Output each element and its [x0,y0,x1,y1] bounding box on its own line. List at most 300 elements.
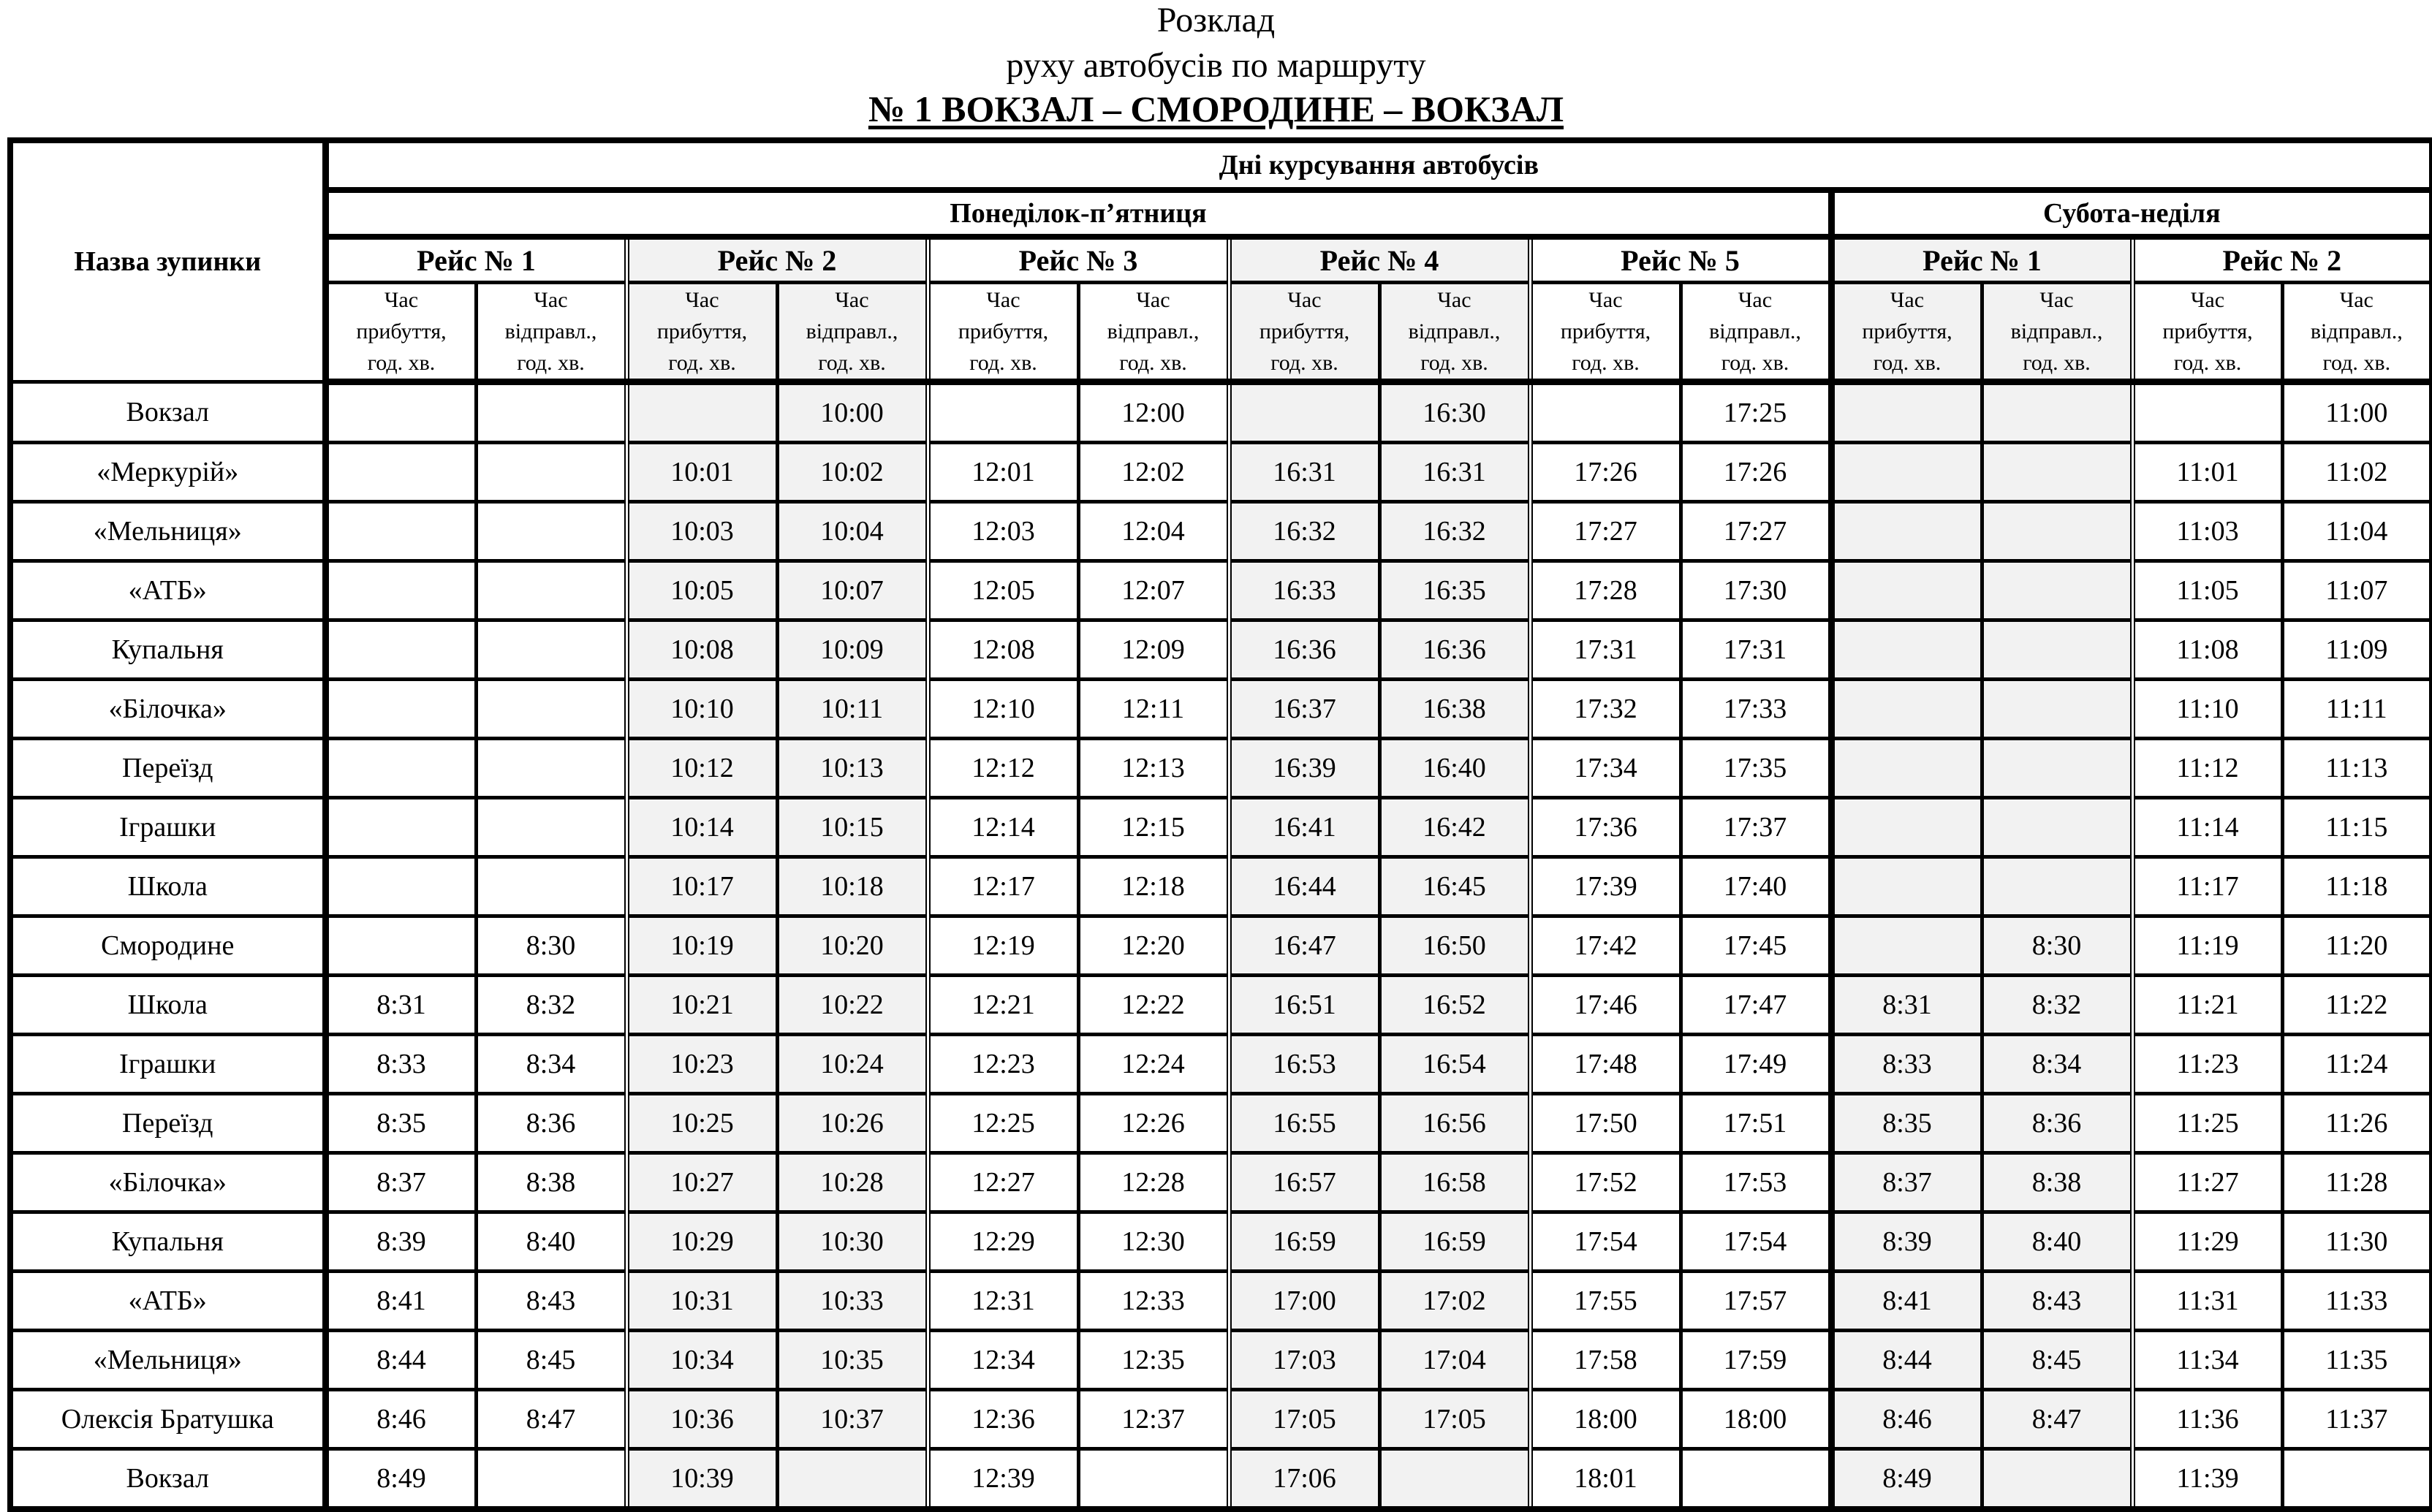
arrival-time-cell: 17:06 [1229,1449,1379,1510]
trip-header: Рейс № 3 [928,237,1229,283]
arrival-time-cell: 10:14 [626,798,777,857]
arrival-time-cell: 8:39 [325,1212,476,1272]
departure-time-cell: 16:52 [1379,976,1530,1035]
departure-time-cell: 8:32 [476,976,626,1035]
arrival-time-cell [1831,620,1982,680]
departure-time-cell: 16:32 [1379,502,1530,561]
departure-time-cell: 16:42 [1379,798,1530,857]
departure-time-cell [1982,739,2132,798]
arrival-header-line: год. хв. [1572,351,1640,375]
stop-name: Іграшки [10,798,325,857]
stop-name: Купальня [10,1212,325,1272]
departure-time-cell: 10:13 [777,739,928,798]
arrival-time-cell [1831,561,1982,620]
arrival-time-cell: 8:33 [325,1035,476,1094]
arrival-time-cell: 11:34 [2132,1331,2282,1390]
departure-time-header [1379,283,1530,382]
arrival-time-cell: 12:14 [928,798,1078,857]
stop-name: «Мельниця» [10,1331,325,1390]
departure-time-cell: 12:04 [1078,502,1229,561]
departure-time-cell [476,561,626,620]
departure-time-cell: 8:34 [1982,1035,2132,1094]
trip-header: Рейс № 5 [1530,237,1831,283]
arrival-time-cell: 12:29 [928,1212,1078,1272]
departure-header-line: год. хв. [1119,351,1187,375]
arrival-time-header [626,283,777,382]
stop-name: Переїзд [10,739,325,798]
departure-time-cell: 12:22 [1078,976,1229,1035]
arrival-time-cell: 11:17 [2132,857,2282,916]
departure-time-cell [777,1449,928,1510]
arrival-time-cell [928,382,1078,443]
departure-time-cell: 12:24 [1078,1035,1229,1094]
arrival-time-cell: 17:31 [1530,620,1681,680]
arrival-time-cell [2132,382,2282,443]
arrival-header-line: год. хв. [1873,351,1942,375]
arrival-time-cell: 10:19 [626,916,777,976]
arrival-time-cell: 11:39 [2132,1449,2282,1510]
arrival-time-cell: 17:34 [1530,739,1681,798]
arrival-header-line: Час [986,288,1020,312]
arrival-header-line: Час [1588,288,1623,312]
arrival-time-cell: 12:01 [928,443,1078,502]
departure-time-cell: 8:47 [476,1390,626,1449]
arrival-time-cell [1831,857,1982,916]
departure-time-cell: 16:40 [1379,739,1530,798]
arrival-time-cell: 17:32 [1530,680,1681,739]
departure-time-cell: 8:32 [1982,976,2132,1035]
departure-time-cell [476,739,626,798]
departure-time-cell: 12:09 [1078,620,1229,680]
arrival-time-cell [1831,443,1982,502]
stop-name: Вокзал [10,1449,325,1510]
table-row [10,857,2432,916]
arrival-time-cell: 12:19 [928,916,1078,976]
arrival-header-line: Час [1287,288,1322,312]
arrival-time-cell: 11:25 [2132,1094,2282,1153]
departure-time-cell: 17:02 [1379,1272,1530,1331]
departure-time-cell [1982,502,2132,561]
departure-time-cell: 8:38 [1982,1153,2132,1212]
table-row [10,502,2432,561]
arrival-time-cell [1831,680,1982,739]
departure-time-cell [1982,1449,2132,1510]
departure-header-line: год. хв. [2023,351,2091,375]
arrival-time-cell: 11:36 [2132,1390,2282,1449]
arrival-time-cell: 12:17 [928,857,1078,916]
arrival-time-cell: 8:35 [1831,1094,1982,1153]
arrival-time-cell: 12:39 [928,1449,1078,1510]
departure-time-cell: 11:02 [2282,443,2432,502]
table-row [10,620,2432,680]
arrival-time-cell [325,916,476,976]
arrival-time-header [1831,283,1982,382]
arrival-header-line: Час [2190,288,2225,312]
arrival-time-cell: 17:54 [1530,1212,1681,1272]
departure-time-cell [476,1449,626,1510]
arrival-time-cell: 10:17 [626,857,777,916]
departure-header-line: відправл., [1408,319,1501,343]
arrival-header-line: прибуття, [1862,319,1952,343]
departure-time-cell: 17:59 [1681,1331,1831,1390]
departure-time-cell: 8:43 [476,1272,626,1331]
arrival-time-cell: 12:27 [928,1153,1078,1212]
departure-time-cell: 17:53 [1681,1153,1831,1212]
stop-name: Іграшки [10,1035,325,1094]
departure-time-cell: 12:30 [1078,1212,1229,1272]
departure-time-cell: 12:33 [1078,1272,1229,1331]
departure-time-cell: 8:40 [476,1212,626,1272]
departure-time-cell: 12:37 [1078,1390,1229,1449]
arrival-time-cell: 12:05 [928,561,1078,620]
arrival-time-cell: 16:51 [1229,976,1379,1035]
arrival-time-cell: 17:48 [1530,1035,1681,1094]
arrival-time-cell: 11:14 [2132,798,2282,857]
arrival-time-cell: 16:57 [1229,1153,1379,1212]
departure-time-cell: 17:57 [1681,1272,1831,1331]
departure-time-cell: 10:20 [777,916,928,976]
arrival-time-cell: 17:52 [1530,1153,1681,1212]
departure-time-cell: 8:43 [1982,1272,2132,1331]
arrival-time-cell: 12:36 [928,1390,1078,1449]
departure-time-cell: 12:07 [1078,561,1229,620]
departure-time-cell: 11:13 [2282,739,2432,798]
arrival-time-cell: 11:01 [2132,443,2282,502]
arrival-time-cell: 10:05 [626,561,777,620]
departure-time-cell: 11:35 [2282,1331,2432,1390]
arrival-time-cell: 8:44 [1831,1331,1982,1390]
departure-time-header [1982,283,2132,382]
arrival-header-line: год. хв. [668,351,736,375]
departure-time-cell: 12:20 [1078,916,1229,976]
departure-time-cell: 16:45 [1379,857,1530,916]
departure-header-line: Час [534,288,568,312]
stop-name: Вокзал [10,382,325,443]
departure-time-cell: 11:00 [2282,382,2432,443]
arrival-time-cell: 17:58 [1530,1331,1681,1390]
arrival-time-cell: 8:41 [1831,1272,1982,1331]
trip-header: Рейс № 1 [1831,237,2132,283]
arrival-time-cell: 16:41 [1229,798,1379,857]
arrival-time-cell [1831,916,1982,976]
departure-time-cell: 11:28 [2282,1153,2432,1212]
departure-time-cell: 10:35 [777,1331,928,1390]
stop-name: Переїзд [10,1094,325,1153]
departure-time-cell: 10:11 [777,680,928,739]
arrival-time-cell [626,382,777,443]
arrival-time-cell: 11:31 [2132,1272,2282,1331]
departure-time-header [2282,283,2432,382]
arrival-time-cell: 17:05 [1229,1390,1379,1449]
departure-time-cell: 11:18 [2282,857,2432,916]
table-row [10,976,2432,1035]
departure-header-line: Час [1136,288,1170,312]
departure-time-cell: 17:05 [1379,1390,1530,1449]
arrival-time-cell: 10:39 [626,1449,777,1510]
departure-time-cell: 17:25 [1681,382,1831,443]
departure-time-cell [476,680,626,739]
arrival-time-header [325,283,476,382]
departure-time-cell [476,857,626,916]
arrival-time-cell: 8:39 [1831,1212,1982,1272]
departure-time-cell: 11:09 [2282,620,2432,680]
departure-time-cell: 10:07 [777,561,928,620]
arrival-time-cell: 12:25 [928,1094,1078,1153]
stop-name-header: Назва зупинки [10,140,325,382]
table-row [10,1212,2432,1272]
table-row [10,739,2432,798]
departure-header-line: Час [1437,288,1471,312]
arrival-time-cell [1831,502,1982,561]
arrival-time-cell: 11:27 [2132,1153,2282,1212]
arrival-time-cell: 12:03 [928,502,1078,561]
departure-time-cell [1681,1449,1831,1510]
arrival-time-cell: 16:33 [1229,561,1379,620]
arrival-time-cell: 16:36 [1229,620,1379,680]
table-row [10,1272,2432,1331]
arrival-time-cell: 10:21 [626,976,777,1035]
departure-time-cell: 11:15 [2282,798,2432,857]
arrival-time-cell: 10:10 [626,680,777,739]
arrival-time-cell: 11:10 [2132,680,2282,739]
arrival-time-cell: 12:08 [928,620,1078,680]
departure-time-cell: 16:30 [1379,382,1530,443]
departure-time-cell [476,382,626,443]
arrival-time-cell: 16:59 [1229,1212,1379,1272]
weekend-header: Субота-неділя [1831,190,2432,237]
departure-time-cell: 10:15 [777,798,928,857]
arrival-header-line: прибуття, [1259,319,1350,343]
arrival-time-cell: 11:03 [2132,502,2282,561]
arrival-time-cell: 11:05 [2132,561,2282,620]
departure-header-line: відправл., [806,319,898,343]
departure-time-cell: 10:37 [777,1390,928,1449]
arrival-time-cell: 10:12 [626,739,777,798]
arrival-time-cell: 8:35 [325,1094,476,1153]
arrival-time-cell: 17:00 [1229,1272,1379,1331]
arrival-time-cell [325,502,476,561]
table-row [10,1449,2432,1510]
route-title: № 1 ВОКЗАЛ – СМОРОДИНЕ – ВОКЗАЛ [868,88,1564,129]
arrival-header-line: Час [685,288,719,312]
departure-time-cell: 11:11 [2282,680,2432,739]
table-row [10,798,2432,857]
departure-time-cell: 17:04 [1379,1331,1530,1390]
arrival-time-cell: 17:36 [1530,798,1681,857]
departure-time-header [476,283,626,382]
arrival-time-cell: 16:39 [1229,739,1379,798]
departure-time-cell: 12:35 [1078,1331,1229,1390]
arrival-header-line: прибуття, [356,319,447,343]
departure-time-cell [476,502,626,561]
departure-header-line: Час [2039,288,2074,312]
departure-time-cell: 11:20 [2282,916,2432,976]
arrival-time-cell: 16:37 [1229,680,1379,739]
departure-time-cell: 16:59 [1379,1212,1530,1272]
departure-header-line: Час [835,288,869,312]
arrival-time-cell [1229,382,1379,443]
arrival-time-cell: 17:42 [1530,916,1681,976]
arrival-time-cell: 10:23 [626,1035,777,1094]
arrival-time-cell: 11:08 [2132,620,2282,680]
table-row [10,1153,2432,1212]
trip-header: Рейс № 4 [1229,237,1530,283]
arrival-time-cell: 11:19 [2132,916,2282,976]
departure-header-line: год. хв. [1721,351,1789,375]
departure-time-cell: 12:00 [1078,382,1229,443]
arrival-header-line: прибуття, [656,319,748,343]
arrival-header-line: прибуття, [1560,319,1651,343]
departure-header-line: год. хв. [517,351,585,375]
departure-time-cell: 8:40 [1982,1212,2132,1272]
arrival-time-cell: 12:23 [928,1035,1078,1094]
departure-time-cell: 10:02 [777,443,928,502]
arrival-time-cell: 16:55 [1229,1094,1379,1153]
arrival-time-cell [325,857,476,916]
arrival-header-line: год. хв. [367,351,436,375]
arrival-time-cell: 16:44 [1229,857,1379,916]
arrival-time-cell: 8:41 [325,1272,476,1331]
departure-time-cell: 8:38 [476,1153,626,1212]
arrival-time-cell [1831,798,1982,857]
departure-time-cell: 17:45 [1681,916,1831,976]
arrival-header-line: год. хв. [2173,351,2242,375]
departure-header-line: відправл., [504,319,597,343]
departure-header-line: відправл., [2310,319,2403,343]
arrival-time-cell: 8:44 [325,1331,476,1390]
departure-header-line: відправл., [1709,319,1801,343]
departure-time-cell: 10:18 [777,857,928,916]
departure-time-cell: 17:54 [1681,1212,1831,1272]
departure-time-cell: 17:27 [1681,502,1831,561]
departure-time-cell [1379,1449,1530,1510]
table-row [10,1035,2432,1094]
arrival-time-cell: 17:03 [1229,1331,1379,1390]
departure-time-cell: 10:04 [777,502,928,561]
departure-time-cell [1982,620,2132,680]
departure-time-cell: 8:34 [476,1035,626,1094]
departure-time-cell: 8:30 [1982,916,2132,976]
departure-time-cell: 11:07 [2282,561,2432,620]
arrival-time-cell: 18:01 [1530,1449,1681,1510]
departure-time-cell: 17:33 [1681,680,1831,739]
arrival-time-cell: 8:37 [325,1153,476,1212]
departure-time-cell [1078,1449,1229,1510]
title-line-2: руху автобусів по маршруту [1006,46,1426,85]
arrival-time-cell: 8:46 [325,1390,476,1449]
departure-time-cell: 16:54 [1379,1035,1530,1094]
departure-header-line: год. хв. [818,351,886,375]
arrival-time-cell: 16:53 [1229,1035,1379,1094]
weekdays-header: Понеділок-п’ятниця [325,190,1831,237]
departure-time-cell: 12:13 [1078,739,1229,798]
departure-time-cell: 10:33 [777,1272,928,1331]
table-row [10,382,2432,443]
departure-time-cell: 16:50 [1379,916,1530,976]
departure-time-cell [2282,1449,2432,1510]
days-header: Дні курсування автобусів [325,140,2432,190]
departure-time-cell: 10:24 [777,1035,928,1094]
arrival-time-cell: 8:37 [1831,1153,1982,1212]
arrival-header-line: прибуття, [2162,319,2253,343]
arrival-time-header [1530,283,1681,382]
departure-time-cell: 11:24 [2282,1035,2432,1094]
arrival-time-cell [1831,382,1982,443]
departure-time-cell [1982,680,2132,739]
arrival-time-cell [325,620,476,680]
departure-header-line: відправл., [1107,319,1200,343]
departure-time-cell: 8:30 [476,916,626,976]
departure-time-cell [476,620,626,680]
arrival-time-cell: 10:31 [626,1272,777,1331]
trip-header: Рейс № 2 [2132,237,2432,283]
arrival-time-cell [1831,739,1982,798]
arrival-time-cell: 12:31 [928,1272,1078,1331]
arrival-time-cell [325,561,476,620]
arrival-time-cell [325,443,476,502]
departure-time-cell: 17:35 [1681,739,1831,798]
arrival-time-cell: 18:00 [1530,1390,1681,1449]
departure-time-cell: 11:30 [2282,1212,2432,1272]
departure-time-cell: 12:15 [1078,798,1229,857]
departure-time-cell: 16:36 [1379,620,1530,680]
departure-time-header [1681,283,1831,382]
arrival-time-cell [325,382,476,443]
arrival-time-header [2132,283,2282,382]
departure-time-cell: 12:28 [1078,1153,1229,1212]
departure-time-cell: 11:26 [2282,1094,2432,1153]
arrival-time-cell: 8:33 [1831,1035,1982,1094]
arrival-time-cell: 8:46 [1831,1390,1982,1449]
departure-header-line: відправл., [2010,319,2103,343]
stop-name: «Білочка» [10,1153,325,1212]
departure-time-cell [476,443,626,502]
departure-time-header [1078,283,1229,382]
arrival-time-cell: 8:49 [325,1449,476,1510]
departure-time-cell: 17:51 [1681,1094,1831,1153]
departure-time-cell: 10:26 [777,1094,928,1153]
table-row [10,1390,2432,1449]
stop-name: «Меркурій» [10,443,325,502]
arrival-time-cell: 17:39 [1530,857,1681,916]
departure-time-cell: 17:47 [1681,976,1831,1035]
departure-time-cell: 16:56 [1379,1094,1530,1153]
departure-time-cell: 17:30 [1681,561,1831,620]
table-row [10,561,2432,620]
departure-time-cell: 10:09 [777,620,928,680]
stop-name: Смородине [10,916,325,976]
arrival-header-line: Час [1890,288,1925,312]
departure-time-cell: 8:47 [1982,1390,2132,1449]
departure-time-cell: 17:26 [1681,443,1831,502]
departure-time-cell: 16:58 [1379,1153,1530,1212]
arrival-time-header [928,283,1078,382]
arrival-time-cell: 10:01 [626,443,777,502]
stop-name: Школа [10,976,325,1035]
arrival-time-cell: 10:34 [626,1331,777,1390]
schedule-table [7,137,2432,1512]
arrival-time-cell: 8:31 [325,976,476,1035]
departure-time-cell: 16:35 [1379,561,1530,620]
departure-time-cell: 11:37 [2282,1390,2432,1449]
arrival-time-cell: 12:21 [928,976,1078,1035]
departure-time-cell: 10:22 [777,976,928,1035]
arrival-header-line: год. хв. [1270,351,1338,375]
arrival-time-cell: 8:49 [1831,1449,1982,1510]
arrival-time-cell: 10:27 [626,1153,777,1212]
table-row [10,680,2432,739]
arrival-header-line: прибуття, [958,319,1049,343]
